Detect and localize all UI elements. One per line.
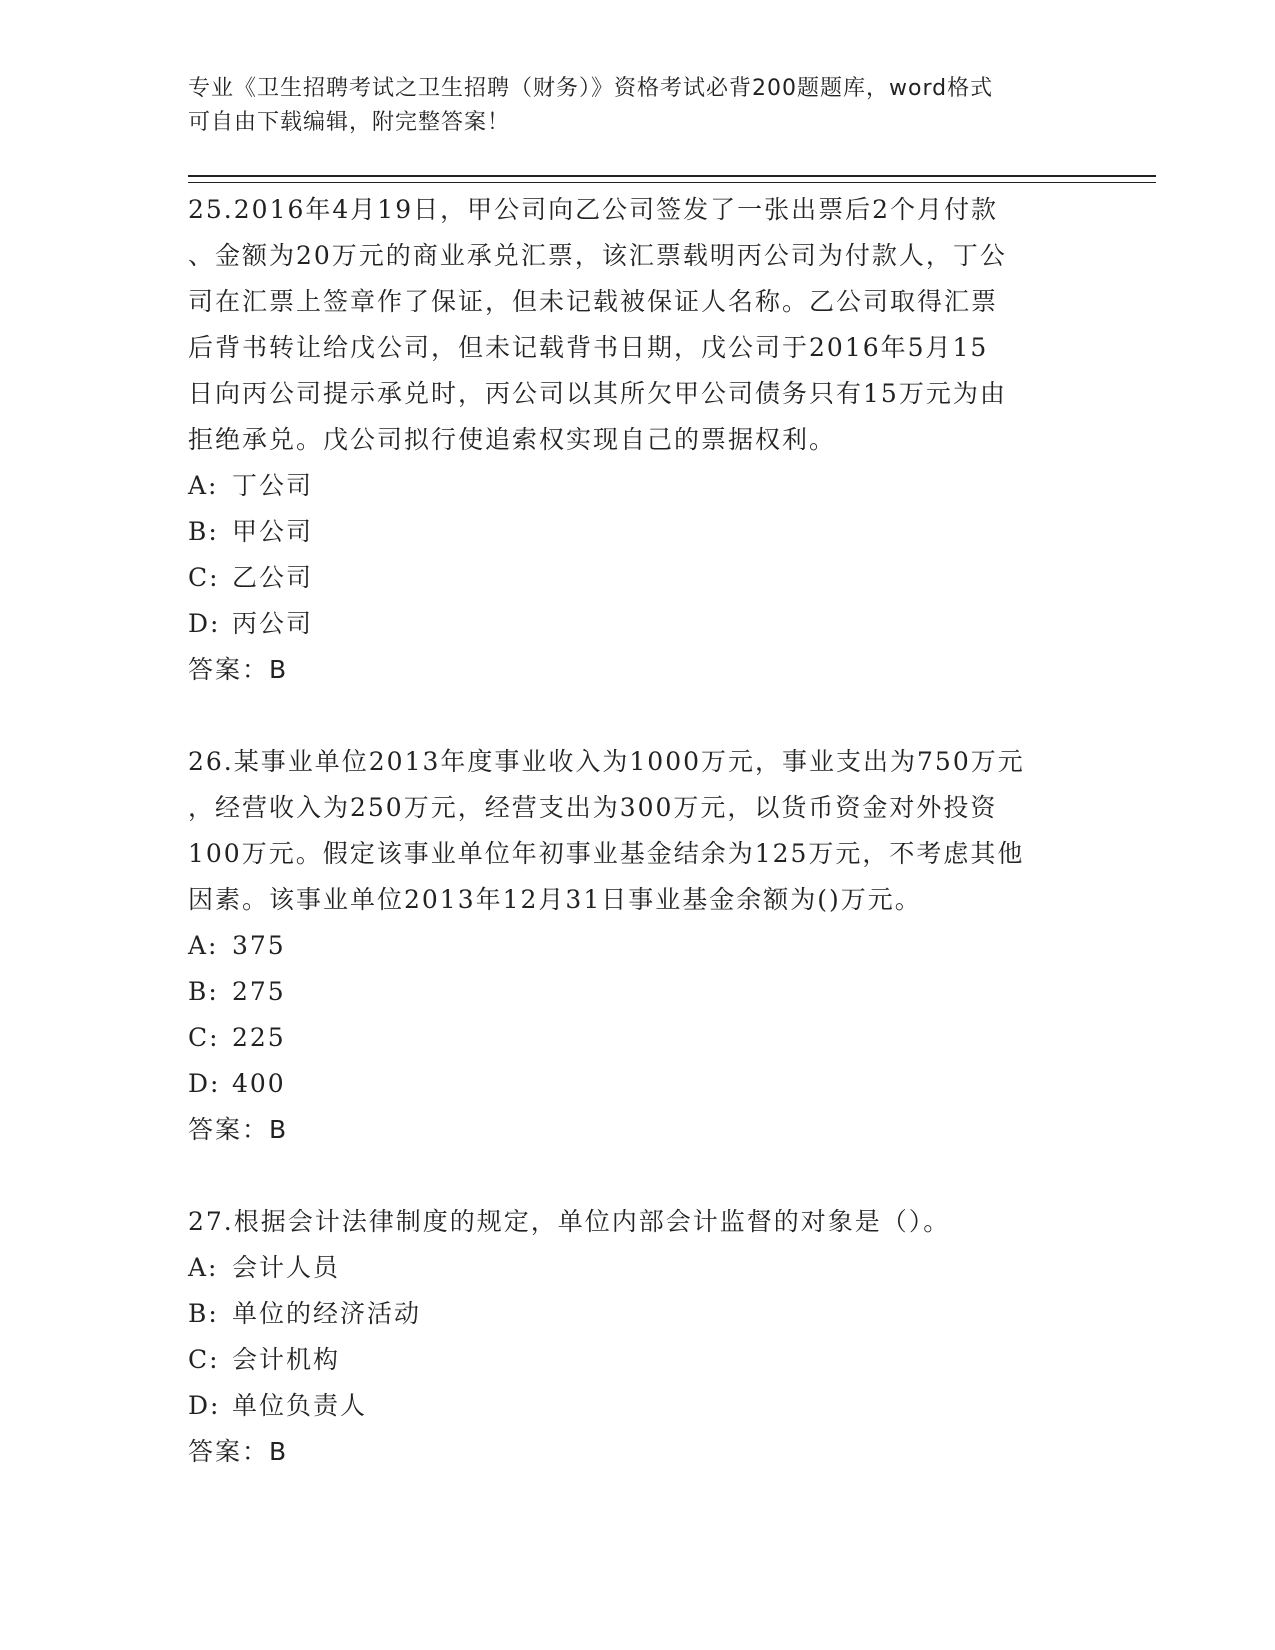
question-26 <box>188 739 1088 1153</box>
stem-line: 后背书转让给戊公司，但未记载背书日期，戊公司于2016年5月15 <box>188 333 989 362</box>
stem-line: 26.某事业单位2013年度事业收入为1000万元，事业支出为750万元 <box>188 747 1025 776</box>
stem-line: 、金额为20万元的商业承兑汇票，该汇票载明丙公司为付款人，丁公 <box>188 241 1007 270</box>
question-25 <box>188 187 1088 693</box>
question-stem <box>188 739 1088 923</box>
option-letter: D: <box>188 1069 221 1098</box>
question-27 <box>188 1199 1088 1475</box>
option-text: 乙公司 <box>232 563 314 592</box>
option-letter: C: <box>188 1023 220 1052</box>
question-stem <box>188 1199 1088 1245</box>
option-letter: C: <box>188 1345 220 1374</box>
option-letter: B: <box>188 977 219 1006</box>
option-c <box>188 555 1088 601</box>
header-line-1: 专业《卫生招聘考试之卫生招聘（财务）》资格考试必背200题题库，word格式 <box>188 76 994 101</box>
option-text: 丙公司 <box>232 609 314 638</box>
answer-line: 答案：B <box>188 1437 289 1466</box>
option-text: 275 <box>232 977 286 1006</box>
option-a <box>188 463 1088 509</box>
stem-line: 日向丙公司提示承兑时，丙公司以其所欠甲公司债务只有15万元为由 <box>188 379 1007 408</box>
option-text: 单位的经济活动 <box>232 1299 422 1328</box>
option-b <box>188 1291 1088 1337</box>
answer-line: 答案：B <box>188 1115 289 1144</box>
stem-line: 因素。该事业单位2013年12月31日事业基金余额为()万元。 <box>188 885 922 914</box>
stem-line: 100万元。假定该事业单位年初事业基金结余为125万元，不考虑其他 <box>188 839 1025 868</box>
stem-line: 27.根据会计法律制度的规定，单位内部会计监督的对象是（）。 <box>188 1207 951 1236</box>
question-stem <box>188 187 1088 463</box>
option-b <box>188 969 1088 1015</box>
option-text: 225 <box>232 1023 286 1052</box>
document-body <box>188 187 1088 1475</box>
question-spacer <box>188 693 1088 739</box>
document-header <box>188 72 1068 140</box>
option-d <box>188 1061 1088 1107</box>
header-rule-thick <box>188 175 1156 177</box>
option-letter: A: <box>188 1253 219 1282</box>
option-text: 会计机构 <box>232 1345 341 1374</box>
option-text: 丁公司 <box>232 471 314 500</box>
option-d <box>188 601 1088 647</box>
header-rule-thin <box>188 182 1156 183</box>
option-text: 400 <box>232 1069 286 1098</box>
stem-line: 25.2016年4月19日，甲公司向乙公司签发了一张出票后2个月付款 <box>188 195 999 224</box>
option-text: 会计人员 <box>232 1253 341 1282</box>
option-a <box>188 923 1088 969</box>
option-letter: D: <box>188 1391 221 1420</box>
option-c <box>188 1337 1088 1383</box>
header-line-2: 可自由下载编辑，附完整答案！ <box>188 110 511 135</box>
option-b <box>188 509 1088 555</box>
option-letter: B: <box>188 517 219 546</box>
option-letter: B: <box>188 1299 219 1328</box>
option-a <box>188 1245 1088 1291</box>
option-letter: A: <box>188 931 219 960</box>
option-letter: C: <box>188 563 220 592</box>
stem-line: ，经营收入为250万元，经营支出为300万元，以货币资金对外投资 <box>188 793 998 822</box>
option-text: 甲公司 <box>232 517 314 546</box>
option-letter: A: <box>188 471 219 500</box>
stem-line: 拒绝承兑。戊公司拟行使追索权实现自己的票据权利。 <box>188 425 837 454</box>
question-spacer <box>188 1153 1088 1199</box>
option-text: 375 <box>232 931 286 960</box>
stem-line: 司在汇票上签章作了保证，但未记载被保证人名称。乙公司取得汇票 <box>188 287 999 316</box>
option-c <box>188 1015 1088 1061</box>
option-letter: D: <box>188 609 221 638</box>
option-text: 单位负责人 <box>232 1391 368 1420</box>
option-d <box>188 1383 1088 1429</box>
answer-line: 答案：B <box>188 655 289 684</box>
